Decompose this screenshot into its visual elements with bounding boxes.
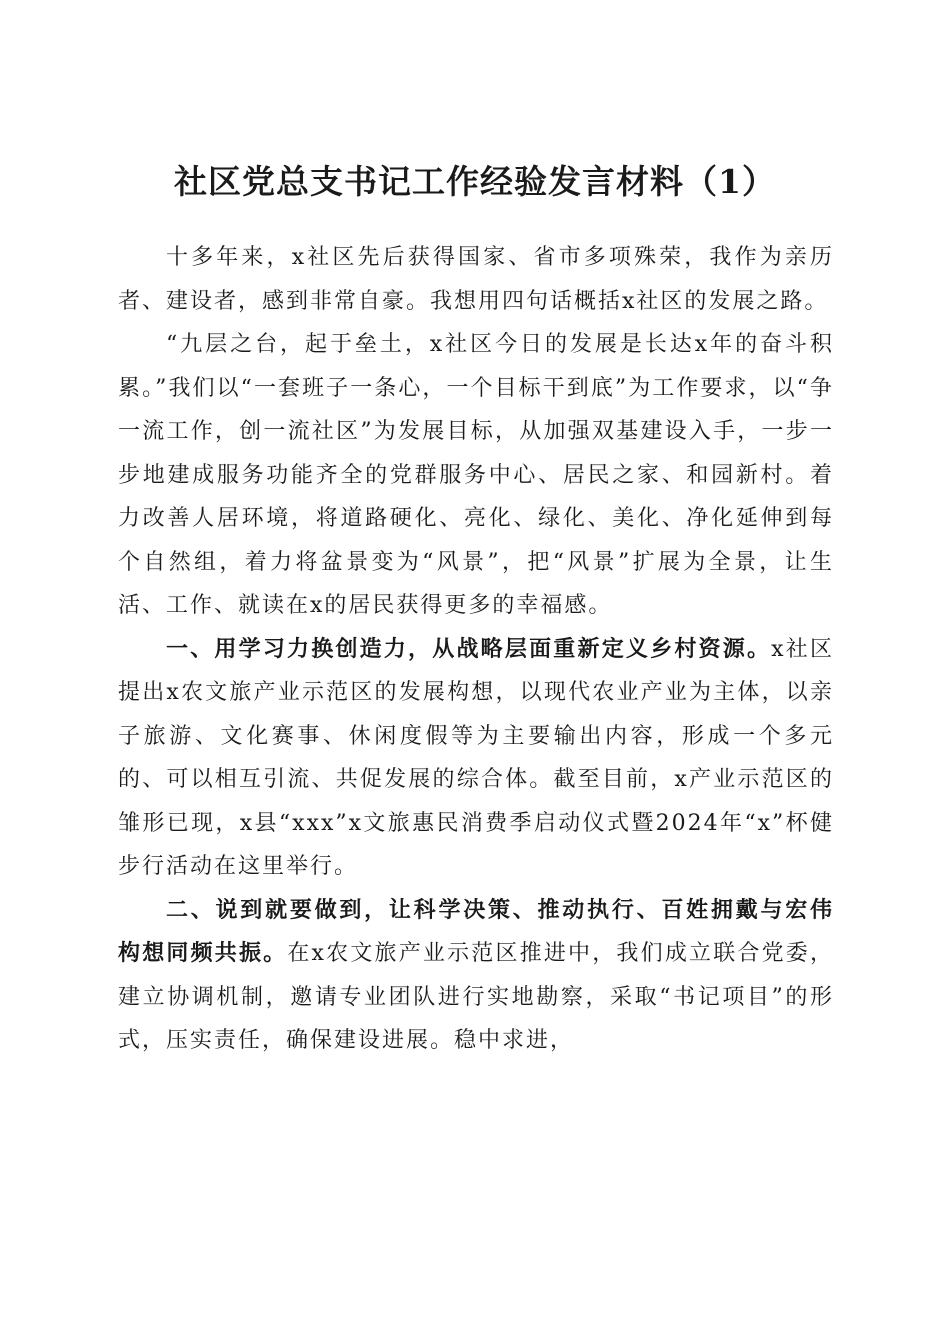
section-heading: 二、说到就要做到，让科学决策、推动执行、百姓拥戴与宏伟构想同频共振。 [118, 896, 834, 966]
paragraph-section-two [118, 889, 834, 1063]
paragraph-intro [118, 236, 834, 323]
paragraph-section-one [118, 628, 834, 889]
document-title: 社区党总支书记工作经验发言材料（1） [174, 162, 776, 202]
paragraph-text: 在x农文旅产业示范区推进中，我们成立联合党委，建立协调机制，邀请专业团队进行实地勘察，采取“书记项目”的形式，压实责任，确保建设进展。稳中求进， [118, 941, 834, 1053]
section-heading: 一、用学习力换创造力，从战略层面重新定义乡村资源。 [166, 635, 772, 662]
paragraph-text: x社区提出x农文旅产业示范区的发展构想，以现代农业产业为主体，以亲子旅游、文化赛事、休闲度假等为主要输出内容，形成一个多元的、可以相互引流、共促发展的综合体。截至目前，x产业示范区的雏形已现，x县“xxx”x文旅惠民消费季启动仪式暨2024年“x”杯健步行活动在这里举行。 [118, 636, 834, 879]
paragraph-history [118, 323, 834, 628]
document-body [118, 236, 834, 1063]
paragraph-text: 十多年来，x社区先后获得国家、省市多项殊荣，我作为亲历者、建设者，感到非常自豪。我想用四句话概括x社区的发展之路。 [118, 245, 834, 314]
paragraph-text: “九层之台，起于垒土，x社区今日的发展是长达x年的奋斗积累。”我们以“一套班子一条心，一个目标干到底”为工作要求，以“争一流工作，创一流社区”为发展目标，从加强双基建设入手，一步一步地建成服务功能齐全的党群服务中心、居民之家、和园新村。着力改善人居环境，将道路硬化、亮化、绿化、美化、净化延伸到每个自然组，着力将盆景变为“风景”，把“风景”扩展为全景，让生活、工作、就读在x的居民获得更多的幸福感。 [118, 332, 834, 618]
